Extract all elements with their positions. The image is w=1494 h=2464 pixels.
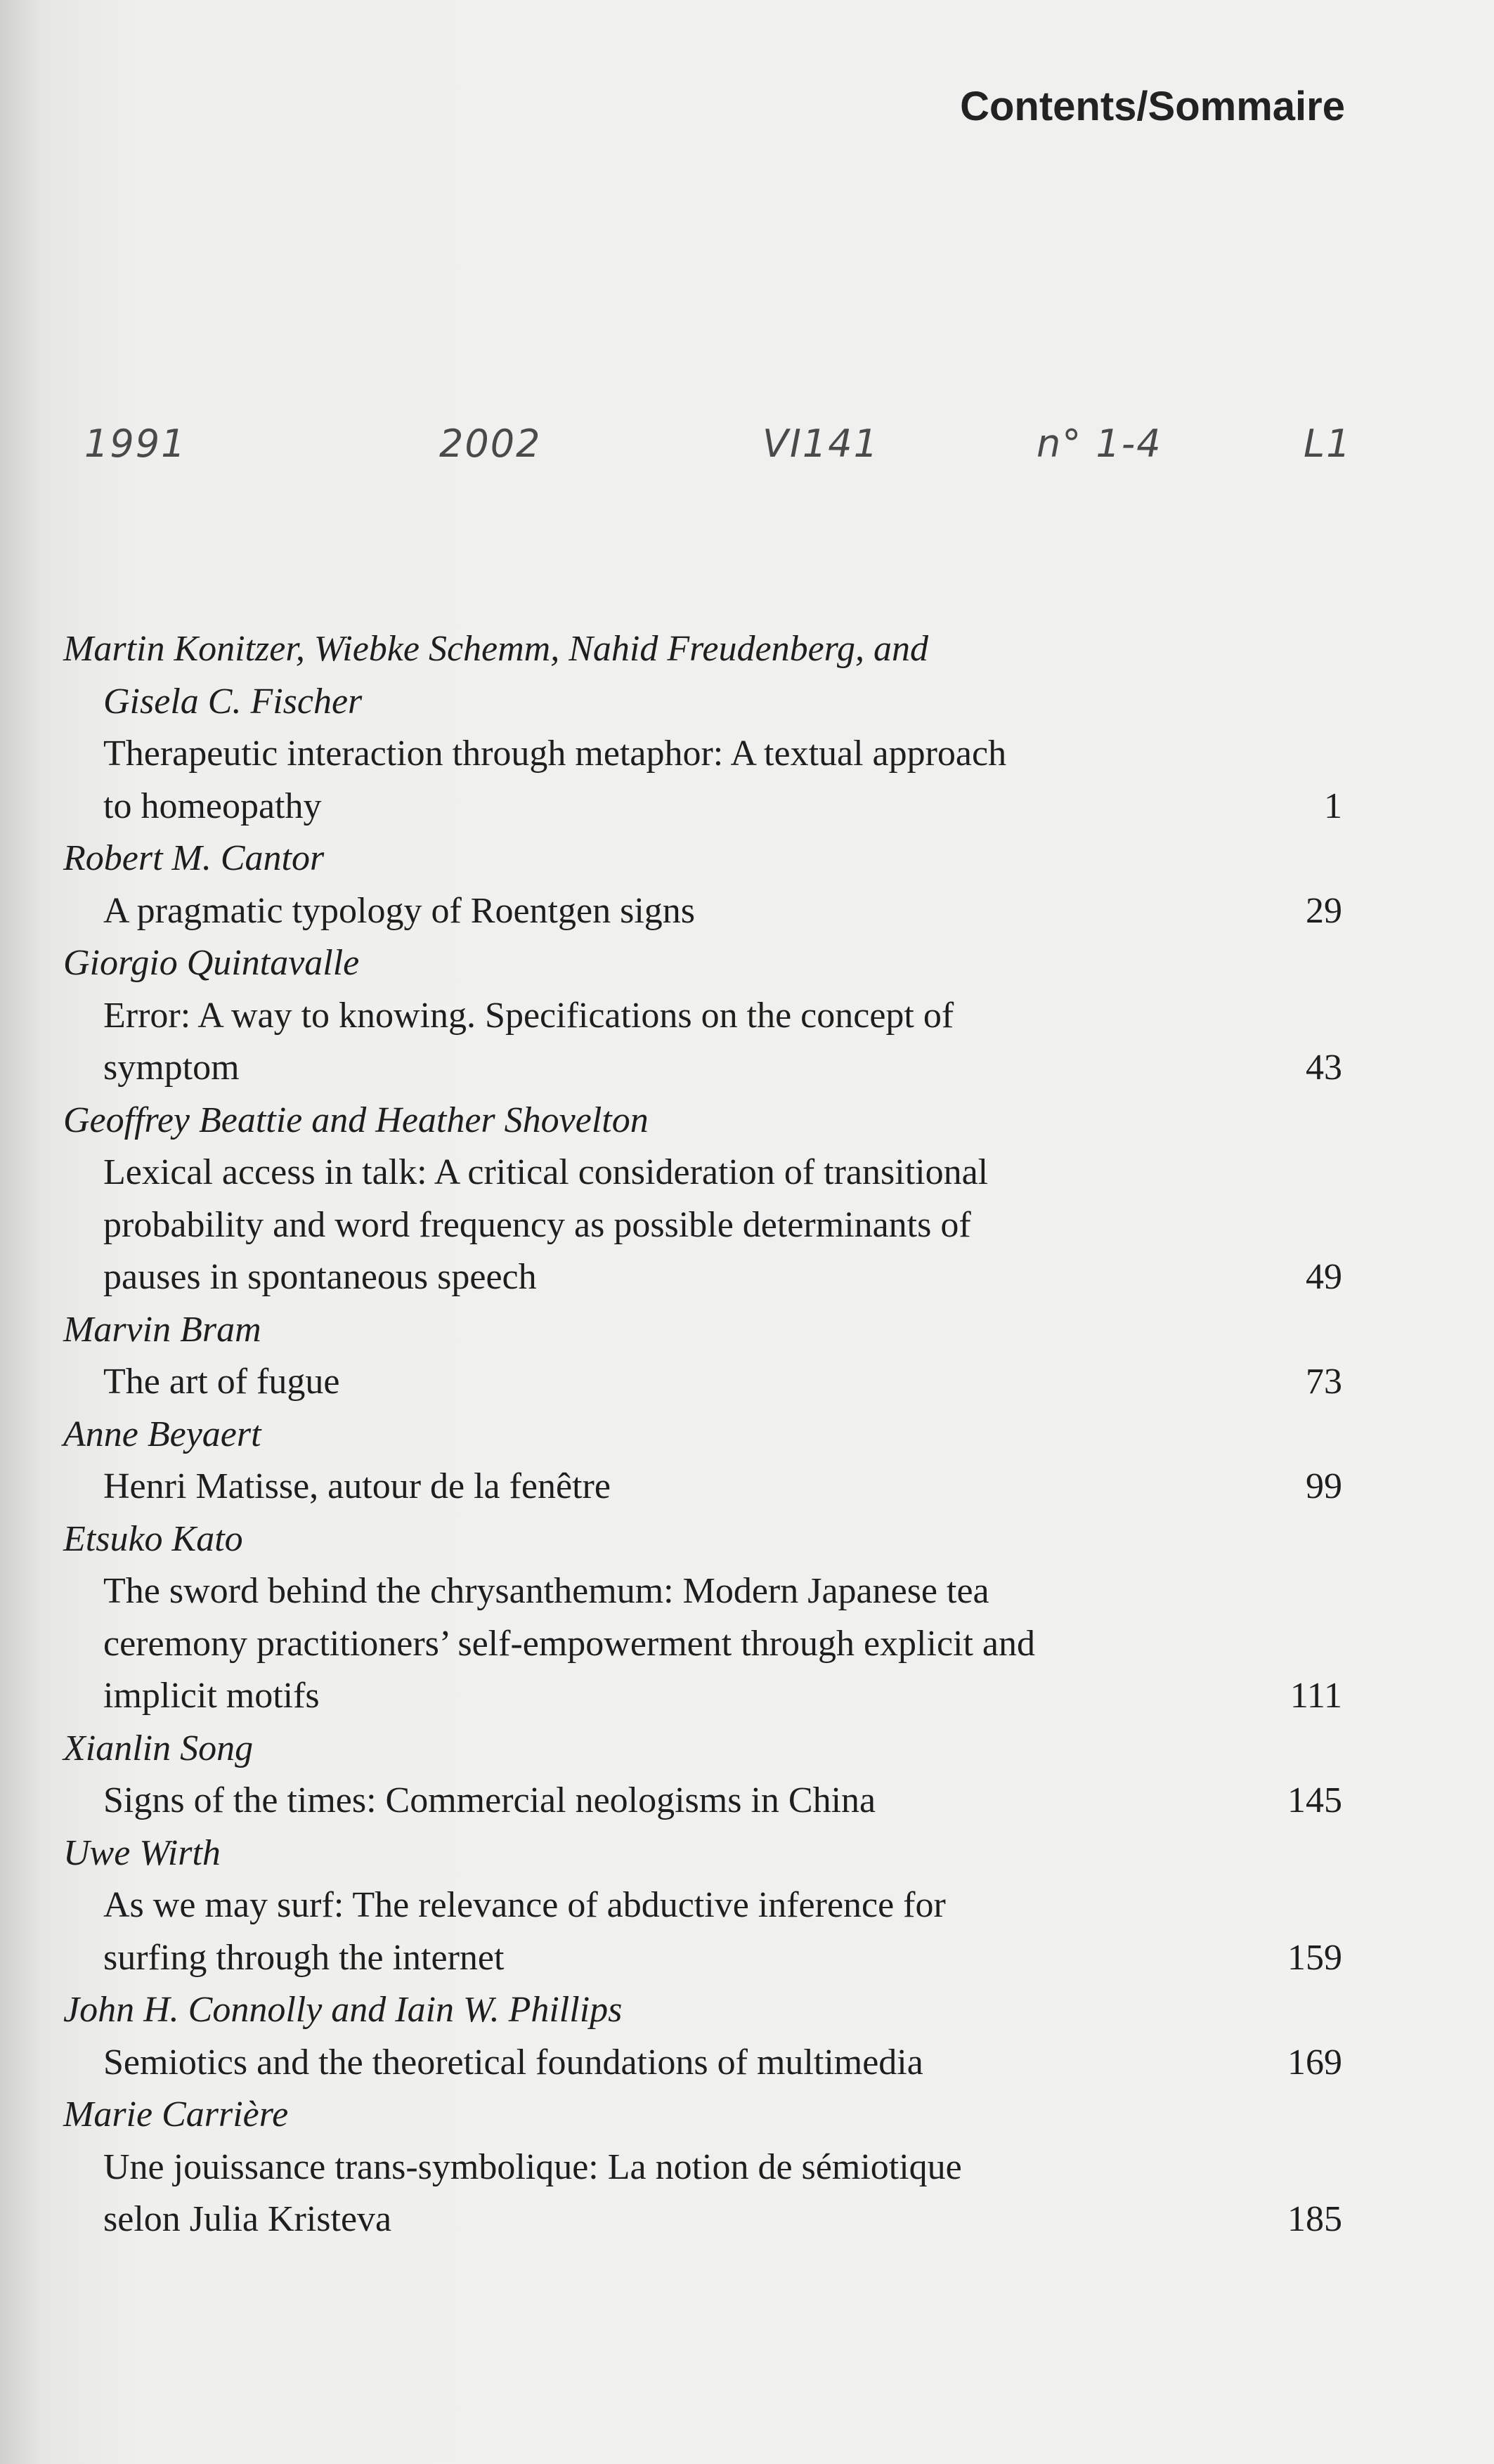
toc-page-number: 49 [1306, 1257, 1342, 1297]
handwritten-note-item: VI141 [762, 422, 879, 466]
toc-author: Geoffrey Beattie and Heather Shovelton [63, 1100, 649, 1140]
toc-title-line [63, 1251, 1342, 1304]
toc-page-number: 169 [1287, 2042, 1342, 2082]
handwritten-note-item: L1 [1304, 422, 1352, 466]
toc-title: ceremony practitioners’ self-empowerment through explicit and [103, 1623, 1035, 1664]
toc-title-line [63, 2142, 1342, 2194]
toc-author: Anne Beyaert [63, 1414, 261, 1454]
table-of-contents [63, 623, 1342, 2246]
toc-title-line [63, 2194, 1342, 2246]
toc-title-line [63, 1565, 1342, 1618]
handwritten-note-item: 2002 [439, 422, 542, 466]
toc-entry [63, 1984, 1342, 2089]
toc-entry [63, 1513, 1342, 1723]
toc-author: Marvin Bram [63, 1309, 261, 1350]
toc-title-line [63, 728, 1342, 781]
toc-entry [63, 1827, 1342, 1985]
toc-title-line [63, 1042, 1342, 1095]
toc-page-number: 111 [1290, 1676, 1342, 1716]
toc-author: Xianlin Song [63, 1728, 254, 1768]
toc-title-line [63, 1147, 1342, 1199]
toc-entry [63, 1409, 1342, 1513]
toc-title: Une jouissance trans-symbolique: La notion de sémiotique [103, 2146, 962, 2187]
toc-title: The art of fugue [103, 1362, 340, 1402]
toc-title: A pragmatic typology of Roentgen signs [103, 890, 696, 931]
toc-title-line [63, 2037, 1342, 2090]
handwritten-note [0, 422, 1494, 485]
toc-entry [63, 937, 1342, 1095]
toc-entry [63, 1304, 1342, 1409]
toc-entry [63, 1095, 1342, 1304]
toc-page-number: 159 [1287, 1937, 1342, 1978]
toc-title: implicit motifs [103, 1676, 320, 1716]
toc-title: pauses in spontaneous speech [103, 1257, 537, 1297]
toc-title-line [63, 990, 1342, 1043]
toc-title-line [63, 1670, 1342, 1723]
toc-title-line [63, 1932, 1342, 1985]
toc-title-line [63, 1199, 1342, 1252]
toc-author: Marie Carrière [63, 2094, 289, 2134]
toc-title: Signs of the times: Commercial neologisms in China [103, 1780, 876, 1820]
toc-title: selon Julia Kristeva [103, 2199, 392, 2239]
toc-entry [63, 2089, 1342, 2246]
page-title: Contents/Sommaire [960, 84, 1345, 129]
toc-page-number: 1 [1324, 786, 1342, 826]
toc-author: Robert M. Cantor [63, 838, 325, 878]
toc-title: As we may surf: The relevance of abductive inference for [103, 1885, 946, 1925]
toc-title: Semiotics and the theoretical foundations of multimedia [103, 2042, 923, 2082]
toc-page-number: 73 [1306, 1362, 1342, 1402]
toc-page-number: 29 [1306, 890, 1342, 931]
toc-title: Henri Matisse, autour de la fenêtre [103, 1466, 611, 1506]
toc-author: Etsuko Kato [63, 1518, 243, 1559]
toc-page-number: 43 [1306, 1048, 1342, 1088]
toc-entry [63, 1723, 1342, 1827]
toc-entry [63, 833, 1342, 937]
toc-author: Gisela C. Fischer [103, 681, 363, 722]
toc-title-line [63, 1356, 1342, 1409]
toc-author: Giorgio Quintavalle [63, 943, 360, 983]
toc-title-line [63, 781, 1342, 833]
handwritten-note-item: 1991 [84, 422, 187, 466]
toc-title-line [63, 885, 1342, 938]
toc-author: Martin Konitzer, Wiebke Schemm, Nahid Freudenberg, and [63, 629, 928, 669]
toc-title: Lexical access in talk: A critical consideration of transitional [103, 1152, 989, 1192]
toc-title: symptom [103, 1048, 240, 1088]
toc-title: probability and word frequency as possible determinants of [103, 1204, 971, 1245]
toc-title: surfing through the internet [103, 1937, 505, 1978]
toc-title-line [63, 1775, 1342, 1827]
toc-title: to homeopathy [103, 786, 322, 826]
toc-title-line [63, 1618, 1342, 1671]
toc-title: Therapeutic interaction through metaphor: A textual approach [103, 734, 1007, 774]
toc-author: John H. Connolly and Iain W. Phillips [63, 1990, 623, 2030]
toc-title-line [63, 1879, 1342, 1932]
toc-page-number: 185 [1287, 2199, 1342, 2239]
toc-title: The sword behind the chrysanthemum: Modern Japanese tea [103, 1571, 989, 1611]
toc-page-number: 145 [1287, 1780, 1342, 1820]
toc-page-number: 99 [1306, 1466, 1342, 1506]
toc-title-line [63, 1461, 1342, 1513]
toc-author: Uwe Wirth [63, 1832, 221, 1873]
toc-title: Error: A way to knowing. Specifications on the concept of [103, 995, 954, 1036]
toc-entry [63, 623, 1342, 833]
handwritten-note-item: n° 1-4 [1037, 422, 1162, 466]
